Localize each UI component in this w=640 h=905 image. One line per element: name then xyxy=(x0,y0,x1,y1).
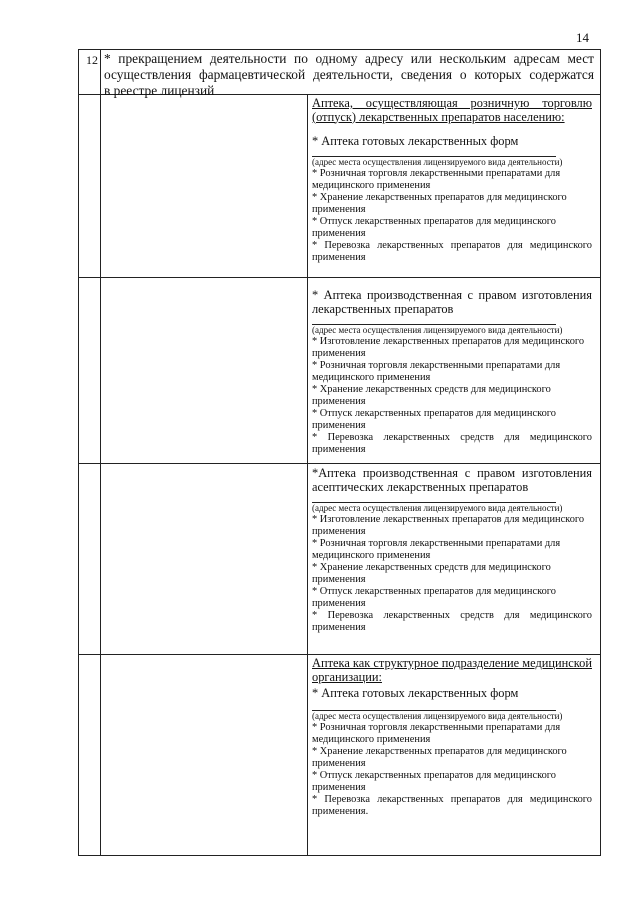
activity-item: * Отпуск лекарственных препаратов для медицинского применения xyxy=(312,770,556,793)
table-divider-3 xyxy=(78,654,601,655)
block-title: * Аптека производственная с правом изготовления лекарственных препаратов xyxy=(312,288,592,316)
block-heading: Аптека как структурное подразделение медицинской организации: xyxy=(312,656,592,684)
address-line xyxy=(312,148,556,157)
table-border-bottom xyxy=(78,855,601,856)
activity-item: * Розничная торговля лекарственными препаратами для медицинского применения xyxy=(312,538,561,561)
activity-item: * Розничная торговля лекарственными препаратами для медицинского применения xyxy=(312,168,561,191)
address-line xyxy=(312,700,556,711)
page-number: 14 xyxy=(576,30,589,45)
table-border-numcol xyxy=(100,49,101,856)
row-number: 12 xyxy=(86,53,98,67)
address-caption: (адрес места осуществления лицензируемого вида деятельности) xyxy=(312,711,563,721)
row-header-last-line: в реестре лицензий xyxy=(104,83,215,98)
activity-item: * Отпуск лекарственных препаратов для медицинского применения xyxy=(312,408,556,431)
address-caption: (адрес места осуществления лицензируемого вида деятельности) xyxy=(312,503,563,513)
row-header-main: * прекращением деятельности по одному адресу или нескольким адресам мест осуществления фармацевтической деятельности, сведения о которых содержатся xyxy=(104,51,594,82)
pharmacy-block-medical-org xyxy=(312,657,592,818)
activity-item: * Хранение лекарственных средств для медицинского применения xyxy=(312,384,551,407)
activity-item: * Перевозка лекарственных средств для медицинского применения xyxy=(312,610,592,633)
activity-item: * Хранение лекарственных средств для медицинского применения xyxy=(312,562,551,585)
activity-item: * Изготовление лекарственных препаратов для медицинского применения xyxy=(312,336,585,359)
table-border-right xyxy=(600,49,601,856)
pharmacy-block-retail xyxy=(312,97,592,264)
table-border-left xyxy=(78,49,79,856)
row-header-text xyxy=(104,51,594,99)
activity-item: * Розничная торговля лекарственными препаратами для медицинского применения xyxy=(312,360,561,383)
table-divider-2 xyxy=(78,463,601,464)
pharmacy-block-production xyxy=(312,288,592,456)
activity-item: * Перевозка лекарственных средств для медицинского применения xyxy=(312,432,592,455)
activity-item: * Отпуск лекарственных препаратов для медицинского применения xyxy=(312,216,556,239)
address-caption: (адрес места осуществления лицензируемого вида деятельности) xyxy=(312,157,563,167)
address-line xyxy=(312,494,556,503)
block-title: * Аптека готовых лекарственных форм xyxy=(312,134,519,148)
table-border-top xyxy=(78,49,601,50)
activity-item: * Хранение лекарственных препаратов для медицинского применения xyxy=(312,192,567,215)
table-border-midcol xyxy=(307,94,308,856)
activity-item: * Хранение лекарственных препаратов для медицинского применения xyxy=(312,746,567,769)
activity-item: * Розничная торговля лекарственными препаратами для медицинского применения xyxy=(312,722,561,745)
activity-item: * Перевозка лекарственных препаратов для медицинского применения xyxy=(312,240,592,263)
activity-item: * Отпуск лекарственных препаратов для медицинского применения xyxy=(312,586,556,609)
pharmacy-block-aseptic xyxy=(312,466,592,634)
block-title: *Аптека производственная с правом изготовления асептических лекарственных препаратов xyxy=(312,466,592,494)
address-caption: (адрес места осуществления лицензируемого вида деятельности) xyxy=(312,325,563,335)
block-heading: Аптека, осуществляющая розничную торговлю (отпуск) лекарственных препаратов населению: xyxy=(312,96,592,124)
activity-item: * Перевозка лекарственных препаратов для медицинского применения. xyxy=(312,794,592,817)
table-divider-1 xyxy=(78,277,601,278)
block-title: * Аптека готовых лекарственных форм xyxy=(312,686,519,700)
activity-item: * Изготовление лекарственных препаратов для медицинского применения xyxy=(312,514,585,537)
address-line xyxy=(312,316,556,325)
